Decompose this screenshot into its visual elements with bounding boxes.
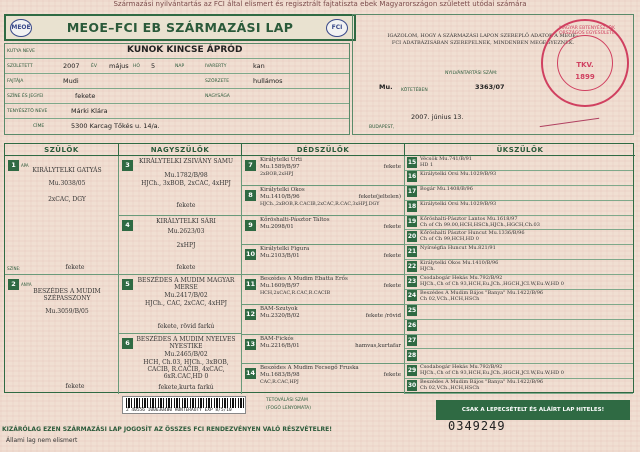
dog-breed: Mudi bbox=[63, 77, 79, 85]
gg-grandparent-25 bbox=[405, 305, 633, 320]
grandparent-reg: Mu.1782/B/98 bbox=[164, 172, 208, 179]
ancestor-titles: HCH,2xCAC,R.CAC,R.CACIB bbox=[260, 291, 331, 296]
row-breed bbox=[5, 74, 349, 89]
serial-number: 0349249 bbox=[448, 419, 506, 433]
dog-color: fekete bbox=[75, 92, 96, 100]
gg-grandparents-column bbox=[405, 156, 635, 394]
birth-year: 2007 bbox=[63, 62, 80, 70]
gg-grandparent-19 bbox=[405, 216, 633, 231]
birth-month: május bbox=[109, 62, 129, 70]
dam-reg: Mu.3059/B/05 bbox=[45, 308, 89, 315]
bottom-area bbox=[4, 394, 634, 418]
gg-grandparent-30 bbox=[405, 379, 633, 394]
label-breed: FAJTÁJA bbox=[7, 79, 24, 84]
ancestor-reg: Mu.1589/B/97 bbox=[260, 164, 300, 170]
ancestor-name: Kőröshalti-Pásztor Táltos bbox=[260, 216, 330, 223]
label-breeder: TENYÉSZTŐ NEVE bbox=[7, 109, 48, 114]
breeder-name: Márki Klára bbox=[71, 107, 108, 115]
dog-coat: hullámos bbox=[253, 77, 283, 85]
issue-date: 2007. június 13. bbox=[411, 113, 464, 121]
great-grandparent-12 bbox=[242, 305, 405, 335]
ancestor-line: HJCh. bbox=[420, 266, 435, 273]
ancestor-name: Királytelki Urti bbox=[260, 157, 302, 163]
title-bar bbox=[4, 14, 356, 41]
grandparent-color: fekete bbox=[176, 264, 196, 271]
label-name: KUTYA NEVE bbox=[7, 49, 35, 54]
gg-grandparent-21 bbox=[405, 245, 633, 260]
ancestor-color: fekete bbox=[383, 283, 401, 289]
ancestor-name: BAM-Szutyok bbox=[260, 305, 298, 312]
row-address bbox=[5, 119, 349, 134]
barcode-bars-icon bbox=[126, 398, 244, 408]
ancestor-titles: 2xBOB,2xHPJ bbox=[260, 172, 294, 177]
great-grandparent-7 bbox=[242, 156, 405, 186]
reg-number: 3363/07 bbox=[475, 83, 505, 91]
birth-day: 5 bbox=[151, 62, 156, 70]
row-birth bbox=[5, 59, 349, 74]
number-badge: 5 bbox=[122, 279, 133, 290]
stamp-text: MAGYAR EBTENYÉSZTŐK ORSZÁGOS EGYESÜLETE bbox=[559, 26, 615, 36]
ancestor-line: Ch 02,VCh.,HCH,HSCh bbox=[420, 385, 480, 392]
ancestor-name: Királytelki Figura bbox=[260, 246, 310, 253]
number-badge: 16 bbox=[407, 173, 417, 181]
row-name bbox=[5, 44, 349, 59]
number-badge: 21 bbox=[407, 247, 417, 255]
number-badge: 22 bbox=[407, 262, 417, 270]
ancestor-color: fekete bbox=[383, 223, 401, 230]
ancestor-name: Beszédes A Mudim Ebatta Erős bbox=[260, 276, 348, 282]
number-badge: 30 bbox=[407, 381, 417, 389]
label-born: SZÜLETETT bbox=[7, 64, 33, 69]
ancestor-reg: Mu.2320/B/02 bbox=[260, 312, 300, 319]
ancestor-color: hamvas,kurtafar bbox=[355, 342, 401, 349]
gg-grandparent-15 bbox=[405, 156, 633, 171]
ancestor-color: fekete bbox=[383, 253, 401, 260]
number-badge: 11 bbox=[245, 280, 256, 288]
breeder-address: 5300 Karcag Tőkés u. 14/a. bbox=[71, 122, 160, 130]
ancestor-line: Királytelki Orsi Mu.1029/B/93 bbox=[420, 200, 497, 207]
header-great-grandparents: DÉDSZÜLŐK bbox=[242, 144, 405, 156]
number-badge: 14 bbox=[245, 369, 256, 378]
footer-note: Állami lag nem elismert bbox=[6, 437, 78, 444]
number-badge: 7 bbox=[245, 160, 256, 171]
dam-name: BESZÉDES A MUDIM SZÉPASSZONY bbox=[33, 288, 101, 302]
ancestor-reg: Mu.2216/B/01 bbox=[260, 342, 300, 349]
number-badge: 8 bbox=[245, 190, 256, 201]
number-badge: 19 bbox=[407, 218, 417, 225]
number-badge: 9 bbox=[245, 220, 256, 231]
label-address: CÍME bbox=[33, 124, 45, 129]
certification-text: IGAZOLOM, HOGY A SZÁRMAZÁSI LAPON SZEREPLŐ ADATOK A MEOE–FCI ADATBÁZISÁBAN SZEREPELNEK, MINDENBEN MEGEGYEZNEK. bbox=[387, 33, 579, 46]
number-badge: 15 bbox=[407, 158, 417, 166]
document-title: MEOE–FCI EB SZÁRMAZÁSI LAP bbox=[66, 20, 294, 35]
gg-grandparent-24 bbox=[405, 290, 633, 305]
number-badge: 17 bbox=[407, 188, 417, 196]
ancestor-color: fekete bbox=[383, 372, 401, 379]
grandparent-color: fekete,kurta farkú bbox=[158, 384, 214, 391]
ancestor-line: Nyírségfia Huncut Mu.821/91 bbox=[420, 245, 496, 252]
grandparent-titles: HJCh., CAC, 2xCAC, 4xHPJ bbox=[144, 300, 228, 307]
chip-label: (FOGÓ LENYOMATA) bbox=[266, 406, 311, 411]
parent-dam bbox=[5, 275, 119, 394]
row-breeder bbox=[5, 104, 349, 119]
dam-label: ANYA bbox=[21, 282, 32, 287]
dam-color: fekete bbox=[65, 383, 85, 390]
sire-label: APA bbox=[21, 163, 29, 168]
gg-grandparent-23 bbox=[405, 275, 633, 290]
number-badge: 20 bbox=[407, 232, 417, 240]
grandparent-color: fekete, rövid farkú bbox=[157, 323, 215, 330]
great-grandparent-14 bbox=[242, 364, 405, 394]
number-badge: 3 bbox=[122, 160, 133, 171]
ancestor-line: Királytelki Orsi Mu.1029/B/93 bbox=[420, 170, 497, 177]
stamp-year: 1899 bbox=[575, 73, 595, 81]
ancestor-line: Kőröshalti-Pásztor Lantos Mu.1618/97 bbox=[420, 215, 518, 222]
fci-logo-icon: FCI bbox=[326, 19, 348, 37]
dog-name: KUNOK KINCSE ÁPRÓD bbox=[127, 45, 243, 55]
reg-label: NYILVÁNTARTÁSI SZÁM: bbox=[445, 71, 498, 76]
parent-sire bbox=[5, 156, 119, 275]
ancestor-color: fekete bbox=[383, 164, 401, 170]
ancestor-line: Csodabogár Hekás Mu.792/B/92 bbox=[420, 275, 503, 281]
ancestor-color: fekete(jeltelen) bbox=[358, 193, 401, 200]
label-coat: SZŐRZETE bbox=[205, 79, 230, 84]
ancestor-name: BAM-Fickós bbox=[260, 335, 294, 342]
ancestor-line: Beszédes A Mudim Bájos "Banya" Mu.1422/B/96 bbox=[420, 379, 544, 386]
grandparent-5 bbox=[119, 275, 242, 334]
grandparent-3 bbox=[119, 156, 242, 216]
row-color bbox=[5, 89, 349, 104]
number-badge: 4 bbox=[122, 220, 133, 231]
authenticity-banner: CSAK A LEPECSÉTELT ÉS ALÁÍRT LAP HITELES! bbox=[436, 400, 630, 420]
ancestor-name: Királytelki Okos bbox=[260, 186, 305, 193]
tattoo-label: TETOVÁLÁSI SZÁM bbox=[266, 398, 308, 403]
grandparent-name: BESZÉDES A MUDIM NYELVES NYESTIKE bbox=[136, 336, 236, 350]
ancestor-line: HJCh.,Ch of Ch 93,HCH,Eu.JCh.,HGCH,JCI.W,Eu.W,HD 0 bbox=[420, 281, 564, 287]
breed-code: Mu. bbox=[379, 83, 393, 91]
gg-grandparent-16 bbox=[405, 171, 633, 186]
ancestor-name: Beszédes A Mudim Fecsegő Fruska bbox=[260, 365, 359, 372]
grandparent-titles: 2xHPJ bbox=[176, 242, 196, 249]
grandparent-name: BESZÉDES A MUDIM MAGYAR MERSE bbox=[137, 277, 235, 291]
grandparent-name: KIRÁLYTELKI SÁRI bbox=[156, 218, 216, 225]
grandparent-titles: HCH, Ch.03, HJCh., 3xBOB, CACIB, R.CACIB, 4xCAC, 6xR.CAC,HD 0 bbox=[143, 359, 229, 380]
ancestor-line: Királytelki Okos Mu.1410/B/96 bbox=[420, 260, 499, 267]
ancestor-line: Ch of Ch 99.00,HCH,HSCh,HJCh.,HGCH,Ch.03 bbox=[420, 221, 540, 228]
header-gg-grandparents: ÜKSZÜLŐK bbox=[405, 144, 635, 156]
ancestor-line: Bogár Mu.1408/B/96 bbox=[420, 185, 473, 192]
great-grandparent-10 bbox=[242, 245, 405, 275]
great-grandparent-8 bbox=[242, 186, 405, 216]
gg-grandparent-20 bbox=[405, 230, 633, 245]
barcode bbox=[122, 396, 246, 414]
grandparent-titles: HJCh., 3xBOB, 2xCAC, 4xHPJ bbox=[141, 180, 231, 187]
gg-grandparent-27 bbox=[405, 335, 633, 350]
sire-reg: Mu.3038/05 bbox=[48, 180, 86, 187]
issued-label: KÖTETÉBEN bbox=[401, 88, 428, 93]
footer-notice: KIZÁRÓLAG EZEN SZÁRMAZÁSI LAP JOGOSÍT AZ ÖSSZES FCI RENDEZVÉNYEN VALÓ RÉSZVÉTELRE! bbox=[2, 426, 332, 433]
great-grandparent-11 bbox=[242, 275, 405, 305]
label-color: SZÍNE ÉS JEGYEI bbox=[7, 94, 44, 99]
label-day: NAP bbox=[175, 64, 185, 69]
number-badge: 1 bbox=[8, 160, 19, 171]
number-badge: 6 bbox=[122, 338, 133, 349]
label-sex: IVARERTY bbox=[205, 64, 227, 69]
gg-grandparent-17 bbox=[405, 186, 633, 201]
number-badge: 29 bbox=[407, 366, 417, 374]
signature-icon bbox=[539, 111, 600, 127]
number-badge: 25 bbox=[407, 307, 417, 315]
meoe-logo-icon: MEOE bbox=[10, 19, 32, 37]
ancestor-reg: Mu.1683/B/98 bbox=[260, 372, 300, 379]
sire-name: KIRÁLYTELKI GATYÁS bbox=[32, 167, 102, 174]
ancestor-line: Ch of Ch 99,HCH,HD 0 bbox=[420, 236, 479, 243]
ancestor-line: Ch 02,VCh.,HCH,HSCh bbox=[420, 295, 480, 302]
ancestor-line: HJCh.,Ch of Ch 93,HCH,Eu.JCh.,HGCH,JCI.W,Eu.W,HD 0 bbox=[420, 370, 564, 377]
ancestor-reg: Mu.2103/B/01 bbox=[260, 253, 300, 260]
great-grandparent-13 bbox=[242, 335, 405, 365]
grandparent-4 bbox=[119, 216, 242, 275]
gg-grandparent-29 bbox=[405, 364, 633, 379]
gg-grandparent-28 bbox=[405, 349, 633, 364]
official-stamp bbox=[541, 19, 629, 107]
ancestor-line: Csodabogár Hekás Mu.792/B/92 bbox=[420, 364, 503, 371]
certification-box bbox=[352, 14, 634, 135]
grandparent-6 bbox=[119, 334, 242, 394]
ancestor-titles: HJCh.,2xBOB,R.CACIB,2xCAC,R.CAC,3xHPJ,DGY bbox=[260, 201, 380, 207]
header-strip: Származási nyilvántartás az FCI által elismert és regisztrált fajtatiszta ebek Magyarországon született utódai számára bbox=[113, 0, 527, 8]
sire-color: fekete bbox=[65, 264, 85, 271]
stamp-tkv: TKV. bbox=[576, 61, 594, 69]
place-label: BUDAPEST, bbox=[369, 125, 395, 130]
number-badge: 18 bbox=[407, 203, 417, 211]
number-badge: 2 bbox=[8, 279, 19, 290]
ancestor-line: Vécsök Mu.741/B/91 bbox=[420, 156, 472, 162]
barcode-text: 2 40556 100630400 HUNTERAUTY EXP 8/5/10 bbox=[126, 408, 232, 413]
dog-sex: kan bbox=[253, 62, 265, 70]
number-badge: 23 bbox=[407, 277, 417, 285]
number-badge: 27 bbox=[407, 337, 417, 344]
gg-grandparent-18 bbox=[405, 201, 633, 216]
ancestor-line: HD 1 bbox=[420, 162, 434, 168]
ancestor-line: Kőröshalti Pásztor Huncut Mu.1336/B/96 bbox=[420, 230, 525, 237]
great-grandparent-9 bbox=[242, 216, 405, 246]
number-badge: 28 bbox=[407, 351, 417, 359]
label-year: ÉV bbox=[91, 64, 97, 69]
ancestor-titles: CAC,R.CAC,HPJ bbox=[260, 380, 299, 386]
ancestor-color: fekete /rövid bbox=[365, 312, 401, 319]
pedigree-table bbox=[4, 143, 634, 393]
grandparent-color: fekete bbox=[176, 202, 196, 209]
number-badge: 12 bbox=[245, 309, 256, 318]
gg-grandparent-26 bbox=[405, 320, 633, 335]
dog-details bbox=[4, 43, 350, 135]
grandparent-reg: Mu.2623/03 bbox=[167, 228, 205, 235]
ancestor-reg: Mu.2098/01 bbox=[260, 223, 294, 230]
number-badge: 10 bbox=[245, 250, 256, 259]
grandparent-name: KIRÁLYTELKI ZSIVÁNY SAMU bbox=[138, 158, 234, 165]
label-size: NAGYSÁGA bbox=[205, 94, 230, 99]
ancestor-line: Beszédes A Mudim Bájos "Banya" Mu.1422/B/96 bbox=[420, 289, 544, 296]
ancestor-reg: Mu.1410/B/96 bbox=[260, 193, 300, 200]
number-badge: 13 bbox=[245, 339, 256, 348]
label-month: HÓ bbox=[133, 64, 140, 69]
number-badge: 26 bbox=[407, 322, 417, 330]
gg-grandparent-22 bbox=[405, 260, 633, 275]
grandparent-reg: Mu.2465/B/02 bbox=[164, 351, 208, 358]
ancestor-reg: Mu.1609/B/97 bbox=[260, 283, 300, 289]
color-label: SZÍNE: bbox=[7, 266, 21, 271]
sire-titles: 2xCAC, DGY bbox=[48, 196, 86, 203]
number-badge: 24 bbox=[407, 292, 417, 300]
header-parents: SZÜLŐK bbox=[5, 144, 119, 156]
header-grandparents: NAGYSZÜLŐK bbox=[119, 144, 242, 156]
grandparent-reg: Mu.2417/B/02 bbox=[164, 292, 208, 299]
